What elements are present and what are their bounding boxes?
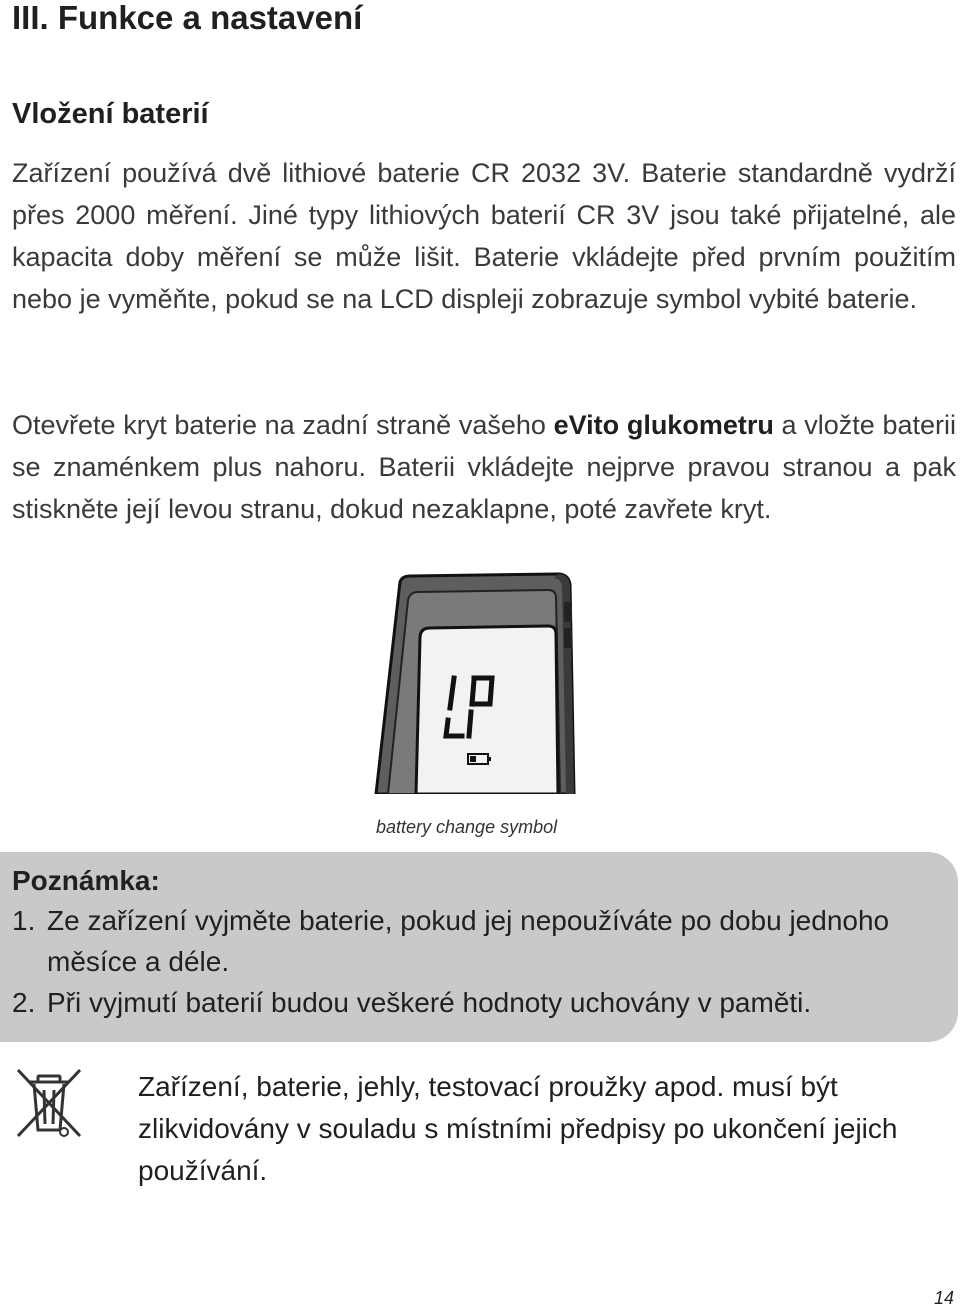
note-item-number: 1. <box>12 905 36 936</box>
battery-info-paragraph: Zařízení používá dvě lithiové baterie CR 2032 3V. Baterie standardně vydrží přes 2000 měření. Jiné typy lithiových baterií CR 3V jsou také přijatelné, ale kapacita doby měření se může lišit. Baterie vkládejte před prvním použitím nebo je vyměňte, pokud se na LCD displeji zobrazuje symbol vybité baterie. <box>12 158 956 314</box>
page-number: 14 <box>934 1288 955 1308</box>
note-list <box>12 900 942 1023</box>
note-item-text: Při vyjmutí baterií budou veškeré hodnoty uchovány v paměti. <box>47 987 812 1018</box>
note-item-text: Ze zařízení vyjměte baterie, pokud jej nepoužíváte po dobu jednoho měsíce a déle. <box>47 905 890 977</box>
illustration-caption: battery change symbol <box>376 817 558 837</box>
disposal-text: Zařízení, baterie, jehly, testovací proužky apod. musí být zlikvidovány v souladu s místními předpisy po ukončení jejich používání. <box>138 1071 898 1186</box>
note-title: Poznámka: <box>12 865 160 896</box>
note-item-number: 2. <box>12 987 36 1018</box>
glucometer-illustration <box>370 572 580 794</box>
device-name: eVito glukometru <box>553 410 774 440</box>
section-title: III. Funkce a nastavení <box>12 0 363 36</box>
note-item <box>12 900 942 982</box>
crossed-out-bin-icon <box>14 1066 84 1140</box>
subsection-title: Vložení baterií <box>12 98 209 130</box>
battery-insert-paragraph: Otevřete kryt baterie na zadní straně vašeho eVito glukometru a vložte baterii se znaménkem plus nahoru. Baterii vkládejte nejprve pravou stranou a pak stiskněte její levou stranu, dokud nezaklapne, poté zavřete kryt. <box>12 410 956 524</box>
lcd-text: LP <box>370 572 372 573</box>
note-item <box>12 982 942 1023</box>
